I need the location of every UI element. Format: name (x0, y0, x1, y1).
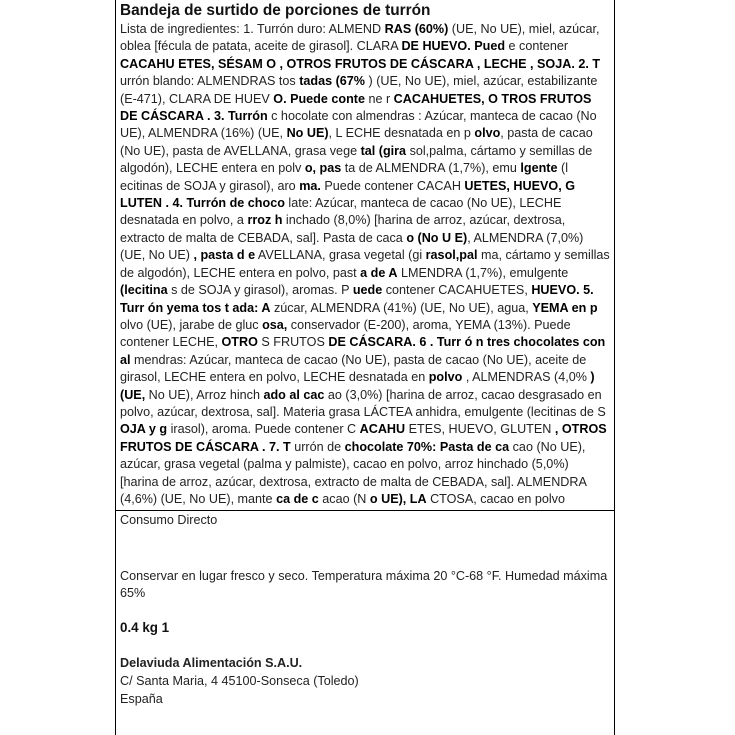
ingredient-segment: , ALMENDRA (7,0%) (UE, No UE) (120, 230, 584, 263)
product-label-panel (115, 0, 615, 735)
usage-text: Consumo Directo (120, 513, 218, 527)
ingredient-segment: (l ecitinas de SOJA y girasol), aro (120, 161, 569, 193)
ingredient-bold-segment: o, pas (304, 161, 342, 176)
ingredient-bold-segment: rroz h (247, 213, 283, 228)
ingredient-segment: LMENDRA (1,7%), emulgente (397, 265, 569, 280)
ingredients-list (120, 21, 610, 507)
ingredient-segment: urrón blando: ALMENDRAS tos (120, 74, 300, 89)
ingredient-bold-segment: ACAHU (359, 422, 406, 437)
ingredient-segment: ETES, HUEVO, GLUTEN (405, 422, 555, 437)
ingredient-bold-segment: OTRO (221, 335, 258, 350)
net-quantity: 0.4 kg 1 (120, 620, 170, 635)
ingredient-bold-segment: ado al cac (263, 387, 325, 402)
ingredient-bold-segment: CACAHUETES, O TROS FRUTOS DE CÁSCARA . 3. Turrón (120, 91, 592, 124)
product-title: Bandeja de surtido de porciones de turrón (120, 2, 431, 19)
ingredient-bold-segment: UETES, HUEVO, G LUTEN . 4. Turrón de choco (120, 178, 575, 211)
storage-instructions: Conservar en lugar fresco y seco. Temperatura máxima 20 °C-68 °F. Humedad máxima 65% (120, 569, 608, 601)
ingredient-bold-segment: DE HUEVO. Pued (401, 39, 506, 54)
ingredient-segment: ) (UE, No UE), miel, azúcar, estabilizante (E-471), CLARA DE HUEV (120, 74, 598, 106)
ingredient-segment: ne r (364, 91, 394, 106)
ingredient-bold-segment: uede (352, 283, 383, 298)
ingredient-segment: conservador (E-200), aroma, YEMA (13%). Puede contener LECHE, (120, 317, 571, 350)
ingredient-bold-segment: ca de c (276, 491, 319, 506)
ingredient-segment: cao (No UE), azúcar, grasa vegetal (palma y palmiste), cacao en polvo, arroz hinchado (5,0%) [harina de arroz, azúcar, dextrosa, extracto de malta de CEBADA, sal]. ALMENDRA (4,6%) (UE, No UE), mante (120, 439, 587, 506)
ingredient-bold-segment: olvo (474, 126, 501, 141)
ingredient-segment: inchado (8,0%) [harina de arroz, azúcar, dextrosa, extracto de malta de CEBADA, sal]. Pasta de caca (120, 213, 566, 245)
ingredient-segment: acao (N (318, 491, 370, 506)
ingredient-bold-segment: o UE), LA (369, 491, 427, 506)
manufacturer-country: España (120, 692, 163, 706)
manufacturer-address: C/ Santa Maria, 4 45100-Sonseca (Toledo) (120, 674, 359, 688)
ingredient-bold-segment: lgente (520, 161, 558, 176)
ingredient-bold-segment: YEMA en p (532, 300, 598, 315)
ingredient-segment: contener CACAHUETES, (382, 283, 532, 298)
ingredient-bold-segment: OJA y g (120, 422, 168, 437)
ingredient-segment: e contener (505, 39, 569, 54)
ingredient-bold-segment: ma. (299, 178, 321, 193)
ingredient-bold-segment: CACAHU ETES, SÉSAM O , OTROS FRUTOS DE CÁSCARA , LECHE , SOJA. 2. T (120, 56, 601, 71)
ingredient-bold-segment: HUEVO. 5. Turr ón yema tos t ada: A (120, 283, 594, 315)
ingredient-bold-segment: , OTROS FRUTOS DE CÁSCARA . 7. T (120, 422, 607, 454)
ingredient-bold-segment: O. Puede conte (269, 91, 365, 106)
ingredient-bold-segment: ) (UE, (120, 370, 595, 402)
ingredient-segment: Puede contener CACAH (320, 178, 465, 193)
ingredient-segment: ao (3,0%) [harina de arroz, cacao desgrasado en polvo, azúcar, dextrosa, sal]. Materia grasa LÁCTEA anhidra, emulgente (lecitinas de S (120, 387, 606, 419)
ingredient-segment: late: Azúcar, manteca de cacao (No UE), LECHE desnatada en polvo, a (120, 196, 562, 228)
ingredient-segment: s de SOJA y girasol), aromas. P (167, 283, 353, 298)
ingredient-segment: zúcar, ALMENDRA (41%) (UE, No UE), agua, (270, 300, 533, 315)
ingredient-segment: ta de ALMENDRA (1,7%), emu (341, 161, 521, 176)
ingredient-bold-segment: (lecitina (120, 283, 168, 298)
ingredient-bold-segment: No UE) (286, 126, 329, 141)
ingredient-segment: irasol), aroma. Puede contener C (167, 422, 360, 437)
ingredient-bold-segment: chocolate 70%: Pasta de ca (344, 439, 510, 454)
ingredient-segment: mendras: Azúcar, manteca de cacao (No UE), pasta de cacao (No UE), aceite de girasol, LECHE entera en polvo, LECHE desnatada en (120, 352, 587, 385)
ingredient-segment: (UE, No UE), miel, azúcar, oblea [fécula de patata, aceite de girasol]. CLARA (120, 22, 600, 54)
ingredient-segment: sol,palma, cártamo y semillas de algodón), LECHE entera en polv (120, 143, 593, 176)
ingredient-bold-segment: osa, (262, 317, 288, 332)
ingredient-segment: ma, cártamo y semillas de algodón), LECHE entera en polvo, past (120, 248, 610, 280)
ingredient-segment: No UE), Arroz hinch (145, 387, 264, 402)
ingredient-segment: c hocolate con almendras : Azúcar, manteca de cacao (No UE), ALMENDRA (16%) (UE, (120, 109, 597, 141)
ingredient-bold-segment: , pasta d e (193, 248, 256, 263)
ingredient-segment: , pasta de cacao (No UE), pasta de AVELLANA, grasa vege (120, 126, 593, 158)
ingredient-bold-segment: RAS (60%) (384, 22, 449, 36)
ingredient-bold-segment: a de A (360, 265, 398, 280)
manufacturer-name: Delaviuda Alimentación S.A.U. (120, 656, 303, 670)
ingredient-segment: AVELLANA, grasa vegetal (gi (255, 248, 426, 263)
ingredient-segment: CTOSA, cacao en polvo (430, 491, 565, 506)
section-divider (116, 510, 614, 511)
ingredient-segment: olvo (UE), jarabe de gluc (120, 317, 263, 332)
ingredient-segment: urrón de (290, 439, 345, 454)
ingredient-bold-segment: tal (gira (360, 143, 407, 158)
ingredient-bold-segment: o (No U E) (406, 230, 468, 245)
ingredient-segment: S FRUTOS (257, 335, 329, 350)
ingredient-bold-segment: polvo (428, 370, 463, 385)
ingredient-segment: Lista de ingredientes: 1. Turrón duro: ALMEND (120, 22, 385, 36)
ingredient-bold-segment: DE CÁSCARA. 6 . Turr ó n tres chocolates con al (120, 335, 606, 367)
ingredient-bold-segment: rasol,pal (425, 248, 478, 263)
ingredient-segment: , L ECHE desnatada en p (328, 126, 475, 141)
ingredient-bold-segment: tadas (67% (299, 74, 366, 89)
ingredient-segment: , ALMENDRAS (4,0% (462, 370, 591, 385)
